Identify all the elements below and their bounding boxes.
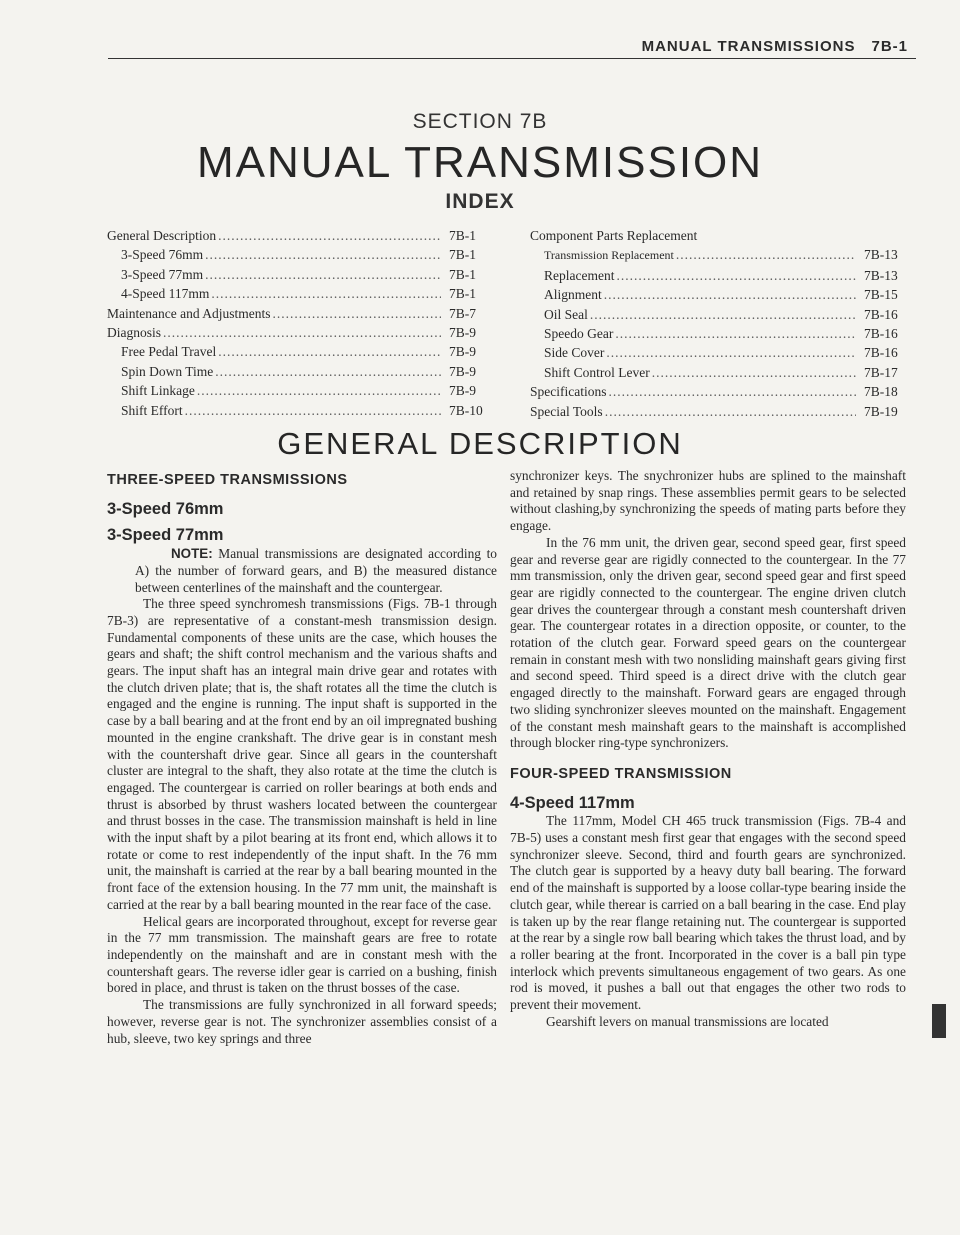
body-paragraph: The three speed synchromesh transmissions (Figs. 7B-1 through 7B-3) are representative of a constant-mesh transmission design. Fundamental components of these units are the case, which houses the gears and shaft; the shift control mechanism and the various shafts and gears. The input shaft has an integral main drive gear and rotates with the clutch driven plate; that is, the shaft rotates all the time the clutch is engaged and the engine is running. The input shaft is supported in the case by a ball bearing and at the front end by an oil impregnated bushing mounted in the engine crankshaft. The drive gear is in constant mesh with the countershaft drive gear. Since all gears in the countershaft cluster are integral to the shaft, they also rotate at the time the clutch is engaged. The countergear is carried on roller bearings at both ends and thrust is absorbed by thrust washers located between the countergear and thrust bosses in the case. The transmission mainshaft is held in line with the input shaft by a pilot bearing at its front end, which allows it to rotate or come to rest independently of the input shaft. In the 76 mm unit, the mainshaft is carried at the rear by a ball bearing mounted in the front face of the extension housing. In the 77 mm unit, the mainshaft is carried at the rear by a ball bearing mounted in the rear face of the case. <box>107 596 497 912</box>
toc-leader-dots <box>218 342 441 361</box>
toc-entry-title: Shift Effort <box>121 402 183 418</box>
toc-entry <box>107 284 493 303</box>
toc-leader-dots <box>676 245 856 264</box>
toc-entry <box>107 362 493 381</box>
toc-entry-page: 7B-9 <box>449 325 476 341</box>
body-paragraph: The 117mm, Model CH 465 truck transmission (Figs. 7B-4 and 7B-5) uses a constant mesh first gear that engages with the second speed synchronizer sleeve. Second, third and fourth gears are synchronized. The clutch gear is supported by a heavy duty ball bearing. The forward end of the mainshaft is supported by a loose collar-type bearing inside the clutch gear, while therear is carried on a ball bearing in the case. End play is taken up by the rear flange retaining nut. The countergear is supported at the rear by a single row ball bearing which takes the thrust load, and by a roller bearing at the front. Incorporated in the cover is a ball pin type interlock which prevents simultaneous engagement of two gears. As one rod is moved, it pushes a ball out that engages the other two rods to prevent their movement. <box>510 813 906 1013</box>
three-speed-heading: THREE-SPEED TRANSMISSIONS <box>107 472 348 488</box>
body-paragraph: In the 76 mm unit, the driven gear, second speed gear, first speed gear and reverse gear are rigidly connected to the countergear. In the 77 mm transmission, only the driven gear, second speed gear and first speed gear are rigidly connected to the countergear. The engine driven clutch gear drives the countergear through a constant mesh countershaft driven gear. The countergear rotates in a direction opposite, or counter, to the rotation of the clutch gear. Forward speed gears on the countergear remain in constant mesh with two nonsliding mainshaft gears giving first and second speed. Third speed is a direct drive with the clutch gear engaged directly to the mainshaft. Forward gears are engaged through two sliding synchronizer sleeves mounted on the mainshaft. Engagement of the constant mesh mainshaft gears to the mainshaft is accomplished through blocker ring-type synchronizers. <box>510 534 906 751</box>
toc-entry-title: General Description <box>107 228 217 243</box>
toc-entry-page: 7B-1 <box>449 228 476 243</box>
toc-entry-title: Speedo Gear <box>544 326 614 342</box>
toc-right-column <box>530 226 908 421</box>
toc-entry-title: Shift Linkage <box>121 383 195 399</box>
section-title: MANUAL TRANSMISSION <box>196 138 764 187</box>
toc-entry-page: 7B-1 <box>449 247 476 263</box>
toc-entry <box>107 381 493 400</box>
toc-entry <box>107 226 493 245</box>
toc-entry-page: 7B-13 <box>864 267 898 283</box>
toc-entry-title: Shift Control Lever <box>544 364 650 380</box>
toc-entry-page: 7B-7 <box>449 305 476 321</box>
general-description-title: GENERAL DESCRIPTION <box>277 426 683 461</box>
toc-leader-dots <box>608 382 856 401</box>
body-paragraph: Gearshift levers on manual transmissions are located <box>546 1013 829 1029</box>
toc-leader-dots <box>205 265 441 284</box>
toc-entry-title: Special Tools <box>530 403 603 419</box>
toc-leader-dots <box>272 304 441 323</box>
toc-entry <box>530 285 908 304</box>
note-label: NOTE: <box>171 546 213 562</box>
toc-entry-page: 7B-1 <box>449 266 476 282</box>
toc-entry-page: 7B-15 <box>864 287 898 303</box>
toc-heading: Component Parts Replacement <box>530 228 698 243</box>
toc-entry <box>107 323 493 342</box>
body-column-right <box>510 468 906 1031</box>
note-text: Manual transmissions are designated according to A) the number of forward gears, and B) the measured distance between centerlines of the mainshaft and the countergear. <box>135 546 497 595</box>
toc-leader-dots <box>615 324 856 343</box>
subheading-3-speed-77mm: 3-Speed 77mm <box>107 526 224 545</box>
note-paragraph <box>107 546 497 596</box>
toc-entry-title: Side Cover <box>544 345 605 361</box>
toc-entry <box>107 265 493 284</box>
toc-entry-page: 7B-9 <box>449 344 476 360</box>
toc-entry-page: 7B-16 <box>864 306 898 322</box>
toc-leader-dots <box>604 285 856 304</box>
toc-entry-title: 3-Speed 77mm <box>121 266 204 282</box>
toc-leader-dots <box>652 363 856 382</box>
toc-leader-dots <box>218 226 441 245</box>
body-paragraph: synchronizer keys. The snychronizer hubs are splined to the mainshaft and retained by snap rings. These assemblies permit gears to be selected without clashing,by synchronizing the speeds of mating parts before they engage. <box>510 468 906 534</box>
toc-entry <box>530 266 908 285</box>
toc-entry-page: 7B-13 <box>864 247 898 263</box>
toc-entry-title: 4-Speed 117mm <box>121 286 210 302</box>
body-paragraph: Helical gears are incorporated throughout, except for reverse gear in the 77 mm transmission. The mainshaft gears are free to rotate independently on the mainshaft and are in constant mesh with the countershaft gears. The reverse idler gear is carried on a bushing, finish bored in place, and thrust is taken on the thrust bosses of the case. <box>107 913 497 996</box>
toc-entry <box>107 245 493 264</box>
toc-leader-dots <box>616 266 856 285</box>
toc-entry-page: 7B-19 <box>864 403 898 419</box>
toc-entry-title: Oil Seal <box>544 306 588 322</box>
toc-leader-dots <box>605 402 856 421</box>
toc-leader-dots <box>590 305 856 324</box>
toc-entry <box>530 363 908 382</box>
toc-entry <box>107 401 493 420</box>
toc-entry-title: Replacement <box>544 267 615 283</box>
toc-leader-dots <box>197 381 441 400</box>
toc-entry <box>530 324 908 343</box>
body-paragraph: The transmissions are fully synchronized in all forward speeds; however, reverse gear is not. The synchronizer assemblies consist of a hub, sleeve, two key springs and three <box>107 997 497 1046</box>
toc-leader-dots <box>211 284 441 303</box>
toc-left-column <box>107 226 493 420</box>
toc-entry-title: Diagnosis <box>107 325 161 341</box>
running-header <box>642 38 908 55</box>
toc-entry-title: Alignment <box>544 287 602 303</box>
toc-leader-dots <box>215 362 441 381</box>
toc-entry <box>530 245 908 265</box>
toc-leader-dots <box>606 343 856 362</box>
page-number: 7B-1 <box>871 38 908 55</box>
toc-entry <box>530 382 908 401</box>
toc-entry-page: 7B-9 <box>449 363 476 379</box>
section-edge-tab <box>932 1004 946 1038</box>
toc-entry-page: 7B-16 <box>864 326 898 342</box>
index-label: INDEX <box>445 190 515 213</box>
toc-leader-dots <box>163 323 441 342</box>
header-rule <box>108 58 916 59</box>
subheading-4-speed-117mm: 4-Speed 117mm <box>510 793 635 812</box>
toc-entry <box>530 402 908 421</box>
four-speed-heading: FOUR-SPEED TRANSMISSION <box>510 765 732 782</box>
body-column-left <box>107 468 497 1047</box>
toc-entry-page: 7B-18 <box>864 384 898 400</box>
toc-entry-page: 7B-1 <box>449 286 476 302</box>
section-label: SECTION 7B <box>412 110 548 133</box>
toc-entry <box>107 304 493 323</box>
toc-entry <box>530 305 908 324</box>
toc-entry-title: Spin Down Time <box>121 363 214 379</box>
toc-entry-page: 7B-17 <box>864 364 898 380</box>
toc-entry-page: 7B-16 <box>864 345 898 361</box>
toc-entry-page: 7B-9 <box>449 383 476 399</box>
toc-entry-page: 7B-10 <box>449 402 483 418</box>
toc-entry-title: Specifications <box>530 384 607 400</box>
toc-entry-title: Free Pedal Travel <box>121 344 217 360</box>
running-title: MANUAL TRANSMISSIONS <box>641 38 856 55</box>
toc-leader-dots <box>205 245 441 264</box>
toc-leader-dots <box>185 401 441 420</box>
toc-entry-title: 3-Speed 76mm <box>121 247 204 263</box>
subheading-3-speed-76mm: 3-Speed 76mm <box>107 499 224 518</box>
toc-entry-title: Transmission Replacement <box>544 248 674 263</box>
toc-entry <box>107 342 493 361</box>
toc-entry-title: Maintenance and Adjustments <box>107 305 271 321</box>
toc-entry <box>530 343 908 362</box>
